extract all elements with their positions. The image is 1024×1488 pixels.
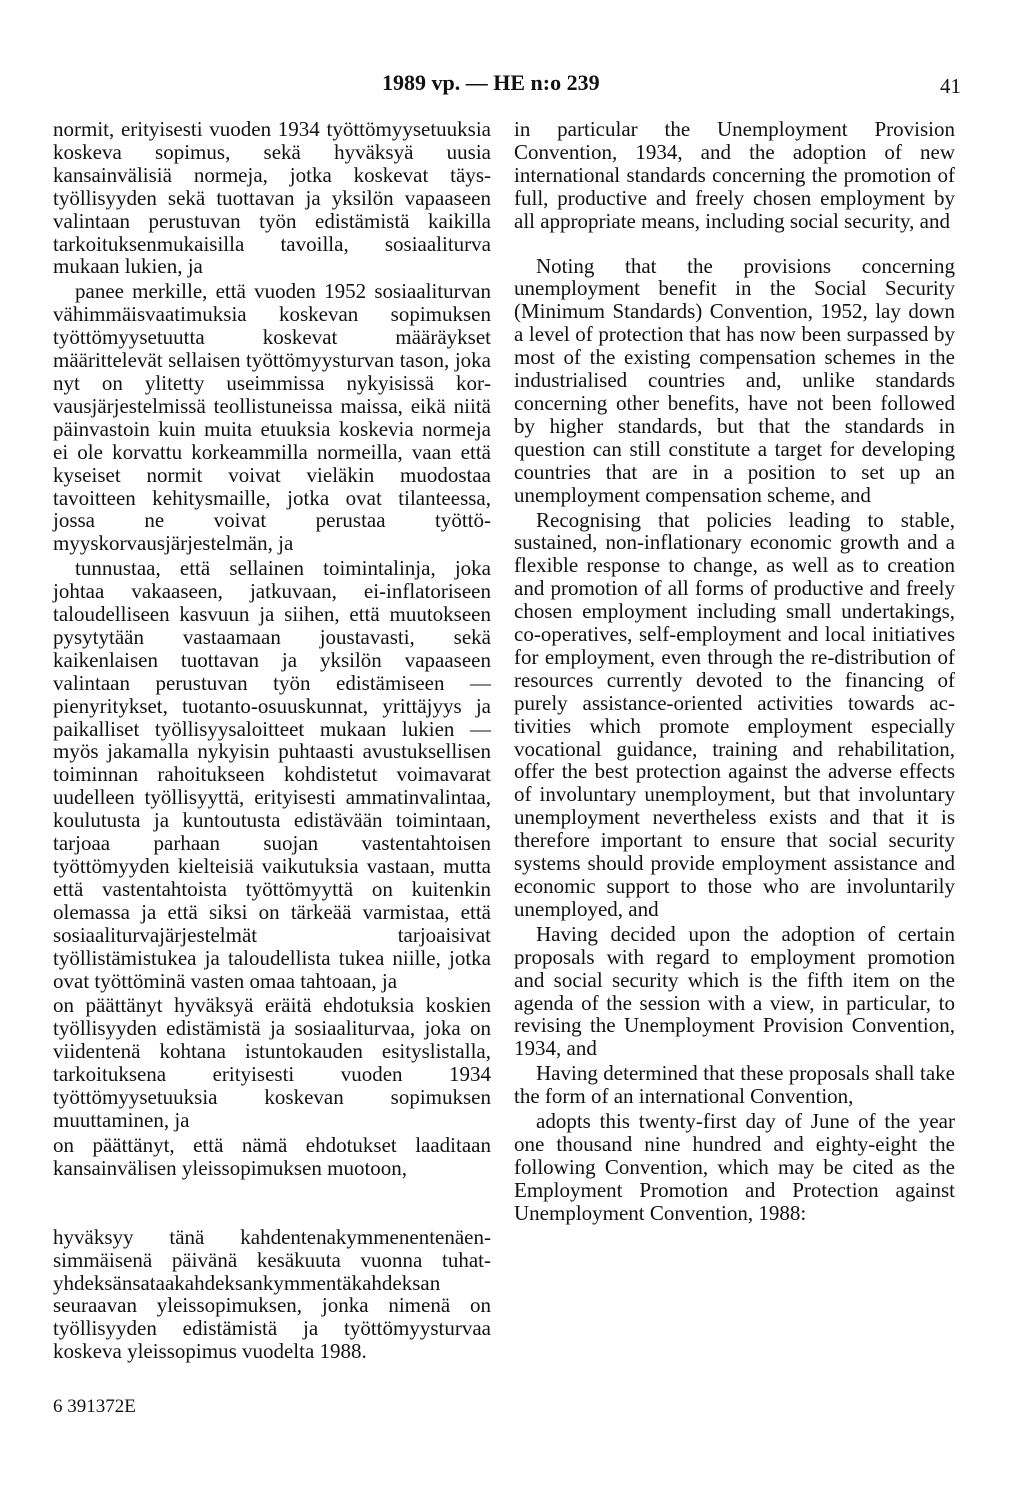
en-paragraph-6: adopts this twenty-first day of June of the year one thousand nine hundred and eighty-eight the following Convention, which may be cited as the Employment Promotion and Protection against Unemployment Convention, 1988:	[514, 1109, 955, 1225]
fi-paragraph-2: panee merkille, että vuoden 1952 sosiaaliturvan vähimmäisvaatimuksia koskevan sopimuksen työttömyysetuutta koskevat määräykset määrittelevät sellaisen työttömyysturvan tason, joka nyt on ylitetty useimmissa nykyisissä korvausjärjestelmissä teollistuneissa maissa, eikä niitä päinvastoin kuin muita etuuksia koskevia normeja ei ole korvattu korkeammilla normeilla, vaan että kyseiset normit voivat vieläkin muodostaa tavoitteen kehitysmaille, jotka ovat tilanteessa, jossa ne voivat perustaa työttömyyskorvausjärjestelmän, ja	[53, 279, 491, 556]
running-header	[0, 70, 1024, 106]
page-number: 41	[940, 74, 961, 98]
running-head-title: 1989 vp. — HE n:o 239	[382, 70, 600, 95]
printing-code: 6 391372E	[53, 1396, 136, 1417]
fi-paragraph-3: tunnustaa, että sellainen toimintalinja, joka johtaa vakaaseen, jatkuvaan, ei-inflatoriseen taloudelliseen kasvuun ja siihen, että muutokseen pysytytään vastaamaan joustavasti, sekä kaikenlaisen tuottavan ja yksilön vapaaseen valintaan perustuvan työn edistämiseen — pienyritykset, tuotanto-osuuskunnat, yrittäjyys ja paikalliset työllisyysaloitteet mukaan lukien — myös jakamalla nykyisin puhtaasti avustuksellisen toiminnan rahoitukseen kohdistetut voimavarat uudelleen työllisyyttä, erityisesti ammatinvalintaa, koulutusta ja kuntoutusta edistävään toimintaan, tarjoaa parhaan suojan vastentahtoisen työttömyyden kielteisiä vaikutuksia vastaan, mutta että vastentahtoista työttömyyttä on kuitenkin olemassa ja että siksi on tärkeää varmistaa, että sosiaaliturvajärjestelmät tarjoaisivat työllistämistukea ja taloudellista tukea niille, jotka ovat työttöminä vasten omaa tahtoaan, ja	[53, 556, 491, 993]
en-paragraph-1: in particular the Unemployment Provision Convention, 1934, and the adoption of new international standards concerning the promotion of full, productive and freely chosen employment by all appropriate means, including social security, and	[514, 117, 955, 233]
en-paragraph-4: Having decided upon the adoption of certain proposals with regard to employment promotion and social security which is the fifth item on the agenda of the session with a view, in particular, to revising the Unemployment Provision Convention, 1934, and	[514, 921, 955, 1061]
finnish-column	[53, 118, 491, 1363]
fi-paragraph-6: hyväksyy tänä kahdentenakymmenentenäensimmäisenä päivänä kesäkuuta vuonna tuhatyhdeksänsataakahdeksankymmentäkahdeksan seuraavan yleissopimuksen, jonka nimenä on työllisyyden edistämistä ja työttömyysturvaa koskeva yleissopimus vuodelta 1988.	[53, 1224, 491, 1364]
english-column	[514, 118, 955, 1225]
en-paragraph-2: Noting that the provisions concerning unemployment benefit in the Social Security (Minimum Standards) Convention, 1952, lay down a level of protection that has now been surpassed by most of the existing compensation schemes in the industrialised countries and, unlike standards concerning other benefits, have not been followed by higher standards, but that the standards in question can still constitute a target for developing countries that are in a position to set up an unemployment compensation scheme, and	[514, 253, 955, 507]
fi-paragraph-4: on päättänyt hyväksyä eräitä ehdotuksia koskien työllisyyden edistämistä ja sosiaaliturvaa, joka on viidentenä kohtana istuntokauden esityslistalla, tarkoituksena erityisesti vuoden 1934 työttömyysetuuksia koskevan sopimuksen muuttaminen, ja	[53, 993, 491, 1132]
en-paragraph-5: Having determined that these proposals shall take the form of an international Convention,	[514, 1061, 955, 1109]
fi-paragraph-5: on päättänyt, että nämä ehdotukset laaditaan kansainvälisen yleissopimuksen muotoon,	[53, 1132, 491, 1180]
fi-paragraph-1: normit, erityisesti vuoden 1934 työttömyysetuuksia koskeva sopimus, sekä hyväksyä uusia kansainvälisiä normeja, jotka koskevat täystyöllisyyden sekä tuottavan ja yksilön vapaaseen valintaan perustuvan työn edistämistä kaikilla tarkoituksenmukaisilla tavoilla, sosiaaliturva mukaan lukien, ja	[53, 117, 491, 279]
en-paragraph-3: Recognising that policies leading to stable, sustained, non-inflationary economic growth and a flexible response to change, as well as to creation and promotion of all forms of productive and freely chosen employment including small undertakings, co-operatives, self-employment and local initiatives for employment, even through the re-distribution of resources currently devoted to the financing of purely assistance-oriented activities towards activities which promote employment especially vocational guidance, training and rehabilitation, offer the best protection against the adverse effects of involuntary unemployment, but that involuntary unemployment nevertheless exists and that it is therefore important to ensure that social security systems should provide employment assistance and economic support to those who are involuntarily unemployed, and	[514, 507, 955, 921]
